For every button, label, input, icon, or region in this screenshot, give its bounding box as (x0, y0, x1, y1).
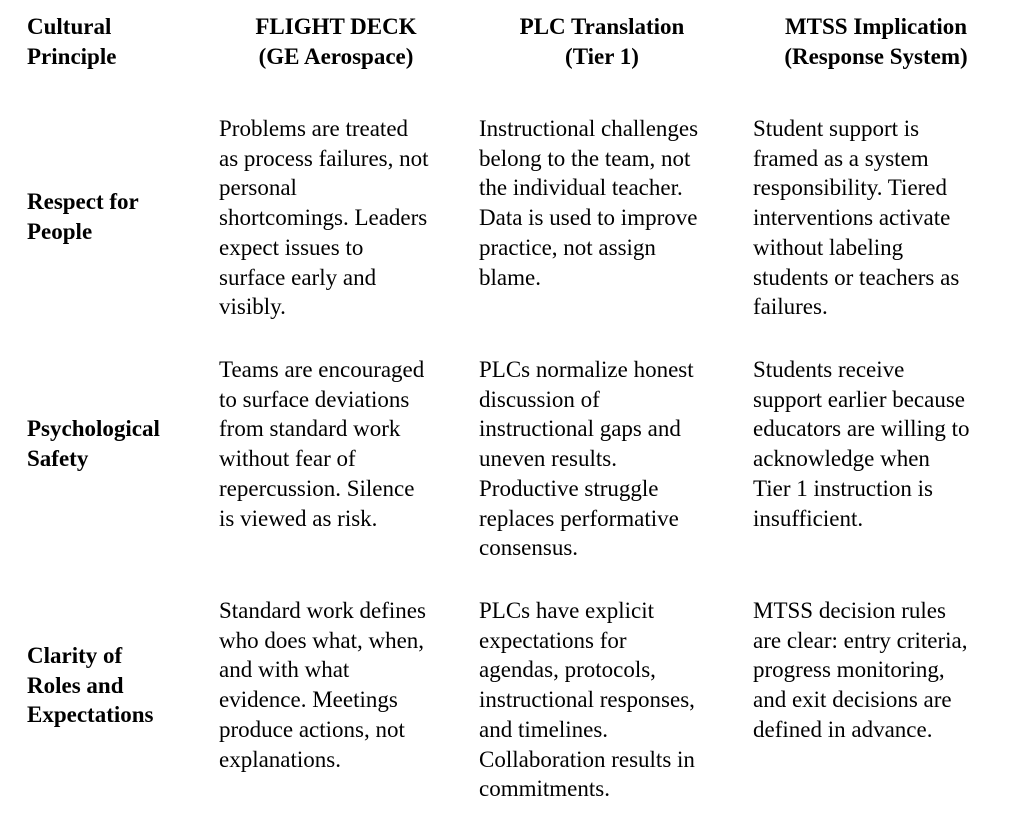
cell-clarity-plc: PLCs have explicit expectations for agendas, protocols, instructional responses, and timelines. Collaboration results in commitments. (479, 598, 695, 802)
cell-respect-flight-deck: Problems are treated as process failures, not personal shortcomings. Leaders expect issues to surface early and visibly. (219, 116, 429, 320)
cell-clarity-flight-deck: Standard work defines who does what, when, and with what evidence. Meetings produce actions, not explanations. (219, 598, 426, 772)
row-label-respect-for-people: Respect for People (27, 189, 139, 244)
row-label-psychological-safety: Psychological Safety (27, 416, 160, 471)
cell-safety-flight-deck: Teams are encouraged to surface deviations from standard work without fear of repercussion. Silence is viewed as risk. (219, 357, 425, 531)
cell-safety-mtss: Students receive support earlier because educators are willing to acknowledge when Tier 1 instruction is insufficient. (753, 357, 970, 531)
cell-respect-mtss: Student support is framed as a system responsibility. Tiered interventions activate without labeling students or teachers as failures. (753, 116, 960, 320)
cell-safety-plc: PLCs normalize honest discussion of instructional gaps and uneven results. Productive struggle replaces performative consensus. (479, 357, 694, 561)
header-plc-translation: PLC Translation (Tier 1) (519, 14, 685, 69)
header-flight-deck: FLIGHT DECK (GE Aerospace) (255, 14, 417, 69)
row-label-clarity-of-roles: Clarity of Roles and Expectations (27, 643, 154, 728)
cell-clarity-mtss: MTSS decision rules are clear: entry criteria, progress monitoring, and exit decisions are defined in advance. (753, 598, 968, 742)
header-cultural-principle: Cultural Principle (27, 14, 117, 69)
cell-respect-plc: Instructional challenges belong to the team, not the individual teacher. Data is used to improve practice, not assign blame. (479, 116, 699, 290)
header-mtss-implication: MTSS Implication (Response System) (784, 14, 968, 69)
